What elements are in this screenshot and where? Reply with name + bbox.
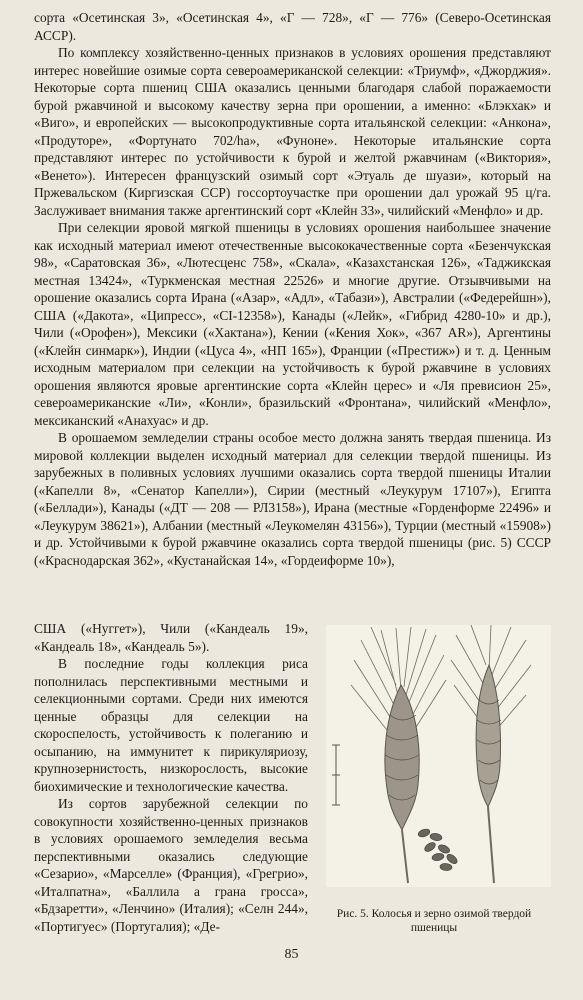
paragraph-spring-wheat: При селекции яровой мягкой пшеницы в условиях орошения наибольшее значение как исходный материал имеют отечественные высококачественные сорта «Безенчукская 98», «Саратовская 36», «Лютесценс 758», «Скала», «Казахстанская 126», «Таджикская местная 13424», «Туркменская местная 22526» и многие другие. Отзывчивыми на орошение оказались сорта Ирана («Азар», «Адл», «Табази»), Австралии («Федерейшн»), США («Дакота», «Ципресс», «CI-12358»), Канады («Лейк», «Гибрид 4280-10» и др.), Чили («Орофен»), Мексики («Хактана»), Кении («Кения Хок», «367 AR»), Аргентины («Клейн синмарк»), Индии («Цуса 4», «НП 165»), Франции («Престиж») и т. д. Ценным исходным материалом при селекции на устойчивость к бурой ржавчине в условиях орошения являются яровые аргентинские сорта «Клейн церес» и «Ля превисион 25», североамериканские «Ли», «Конли», бразильский «Фронтана», чилийский «Менфло», мексиканский «Анахуас» и др.	[34, 220, 551, 428]
main-text-block	[34, 9, 551, 569]
page-number: 85	[284, 947, 299, 962]
paragraph-continued-column: США («Нуггет»), Чили («Кандеаль 19», «Кандеаль 18», «Кандеаль 5»).	[34, 621, 308, 654]
figure-wheat-ears	[326, 625, 551, 887]
wheat-ears-illustration	[326, 625, 551, 887]
left-column-text	[34, 620, 308, 935]
paragraph-north-american-varieties: По комплексу хозяйственно-ценных признаков в условиях орошения представляют интерес новейшие озимые сорта североамериканской селекции: «Триумф», «Джорджия». Некоторые сорта пшениц США оказались ценными благодаря слабой поражаемости бурой ржавчиной и высокому качеству зерна при орошении, а именно: «Блэкхак» и «Виго», и европейских — высокопродуктивные сорта итальянской селекции: «Анкона», «Продуторе», «Фортунато 702/ha», «Фуноне». Некоторые итальянские сорта представляют интерес по устойчивости к бурой и желтой ржавчинам («Виктория», «Венето»). Интересен французский озимый сорт «Этуаль де шуази», который на Пржевальском (Киргизская ССР) госсортоучастке при орошении дал урожай 95 ц/га. Заслуживает внимания также аргентинский сорт «Клейн 33», чилийский «Менфло» и др.	[34, 45, 551, 218]
figure-caption: Рис. 5. Колосья и зерно озимой твердой пшеницы	[336, 908, 532, 934]
paragraph-continued: сорта «Осетинская 3», «Осетинская 4», «Г — 728», «Г — 776» (Северо-Осетинская АССР).	[34, 10, 551, 43]
paragraph-rice-collection: В последние годы коллекция риса пополнилась перспективными местными и селекционными сортами. Среди них имеются ценные образцы для селекции на скороспелость, устойчивость к полеганию и осыпанию, на иммунитет к пирикуляриозу, крупнозернистость, низкорослость, высокие биохимические и технологические качества.	[34, 656, 308, 794]
paragraph-durum-wheat: В орошаемом земледелии страны особое место должна занять твердая пшеница. Из мировой коллекции выделен исходный материал для селекции твердой пшеницы. Из зарубежных в поливных условиях лучшими оказались сорта твердой пшеницы Италии («Капелли 8», «Сенатор Капелли»), Сирии (местный «Леукурум 17107»), Египта («Беллади»), Канады («ДТ — 208 — РЛ3158»), Ирана (местные «Горденформе 22496» и «Леукурум 38621»), Албании (местный «Леукомелян 43156»), Турции (местный «15908») и др. Устойчивыми к бурой ржавчине оказались сорта твердой пшеницы (рис. 5) СССР («Краснодарская 362», «Кустанайская 14», «Гордеиформе 10»),	[34, 430, 551, 568]
paragraph-foreign-varieties: Из сортов зарубежной селекции по совокупности хозяйственно-ценных признаков в условиях орошаемого земледелия весьма перспективными оказались следующие «Сезарио», «Марселле» (Франция), «Грегрио», «Италпатна», «Баллила а грана гросса», «Бдзаретти», «Ленчино» (Италия); «Селн 244», «Портигуес» (Португалия); «Де-	[34, 796, 308, 934]
